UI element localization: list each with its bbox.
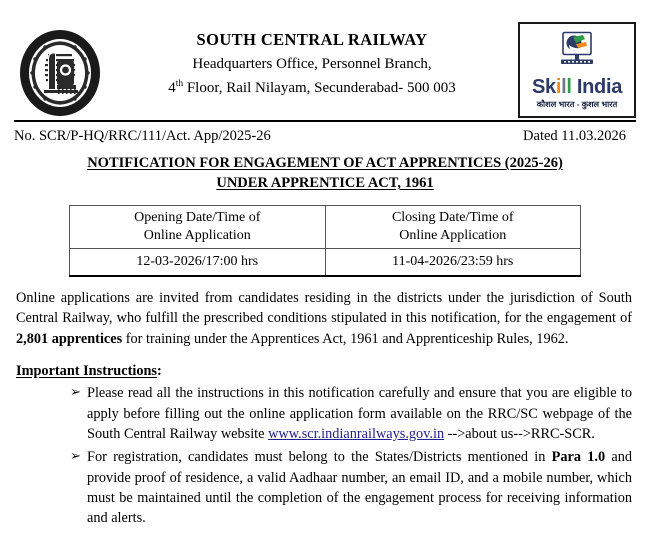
instruction-2-part-1: For registration, candidates must belong to the States/Districts mentioned in [87,449,552,466]
arrow-bullet-icon: ➢ [70,448,81,464]
instruction-1-part-1: Please read all the instructions in this notification carefully and ensure that you are eligible to apply before filling out the online application form available on the RRC/SC webpage of the South Central Railway website [87,385,632,442]
para-reference: Para 1.0 [551,449,606,466]
letterhead [14,0,636,118]
skill-india-wordmark [532,77,622,97]
closing-header-line-1: Closing Date/Time of [391,209,514,225]
title-line-1: NOTIFICATION FOR ENGAGEMENT OF ACT APPRENTICES (2025-26) [87,155,563,171]
list-item [70,447,632,528]
closing-date-header [325,206,581,249]
reference-row [14,122,636,145]
instruction-2-part-2: and provide proof of residence, a valid Aadhaar number, an email ID, and a mobile number, which must be maintained until the completion of the engagement process for receiving information and alerts. [87,449,633,527]
opening-date-value: 12-03-2026/17:00 hrs [70,249,326,277]
indian-railways-emblem-icon [14,22,106,118]
address-line-2-rest: Floor, Rail Nilayam, Secunderabad- 500 003 [183,80,456,97]
apprentice-count: 2,801 apprentices [16,330,123,347]
closing-date-value: 11-04-2026/23:59 hrs [325,249,581,277]
application-dates-table [69,205,581,277]
arrow-bullet-icon: ➢ [70,384,81,400]
skill-india-logo [518,22,636,118]
reference-date: Dated 11.03.2026 [523,128,626,144]
instruction-1-part-2: -->about us-->RRC-SCR. [444,425,595,442]
scr-website-link[interactable]: www.scr.indianrailways.gov.in [268,425,445,442]
wordmark-tricolor-l2: l [566,75,572,98]
opening-header-line-2: Online Application [143,228,251,244]
floor-ordinal-suffix: th [175,79,184,90]
table-header-row [70,206,581,249]
table-row [70,249,581,277]
title-line-2: UNDER APPRENTICE ACT, 1961 [216,174,434,191]
wordmark-india: India [571,75,623,98]
page-title [14,154,636,193]
dates-table-container [14,205,636,277]
organization-name: SOUTH CENTRAL RAILWAY [196,30,428,49]
address-line-1: Headquarters Office, Personnel Branch, [192,55,432,72]
address-line-2 [106,78,518,100]
intro-part-2: for training under the Apprentices Act, 1961 and Apprenticeship Rules, 1962. [122,330,569,347]
instructions-heading-text: Important Instructions [16,363,157,380]
wordmark-tricolor-l1: l [561,75,567,98]
closing-header-line-2: Online Application [399,228,507,244]
wordmark-tricolor-i: i [555,75,562,98]
wordmark-sk: Sk [531,75,556,98]
important-instructions-heading [14,363,636,380]
intro-paragraph [14,288,636,349]
organization-block [106,22,518,100]
instructions-list [14,383,636,528]
opening-header-line-1: Opening Date/Time of [134,209,261,225]
floor-number: 4 [168,80,176,97]
skill-india-tagline: कौशल भारत - कुशल भारत [536,99,618,109]
monitor-skill-icon [556,31,598,76]
intro-part-1: Online applications are invited from candidates residing in the districts under the jurisdiction of South Central Railway, who fulfill the prescribed conditions stipulated in this notification, for the engagement of [16,290,632,327]
reference-number: No. SCR/P-HQ/RRC/111/Act. App/2025-26 [14,128,271,144]
list-item [70,383,632,444]
opening-date-header [70,206,326,249]
instructions-heading-colon: : [157,363,162,380]
